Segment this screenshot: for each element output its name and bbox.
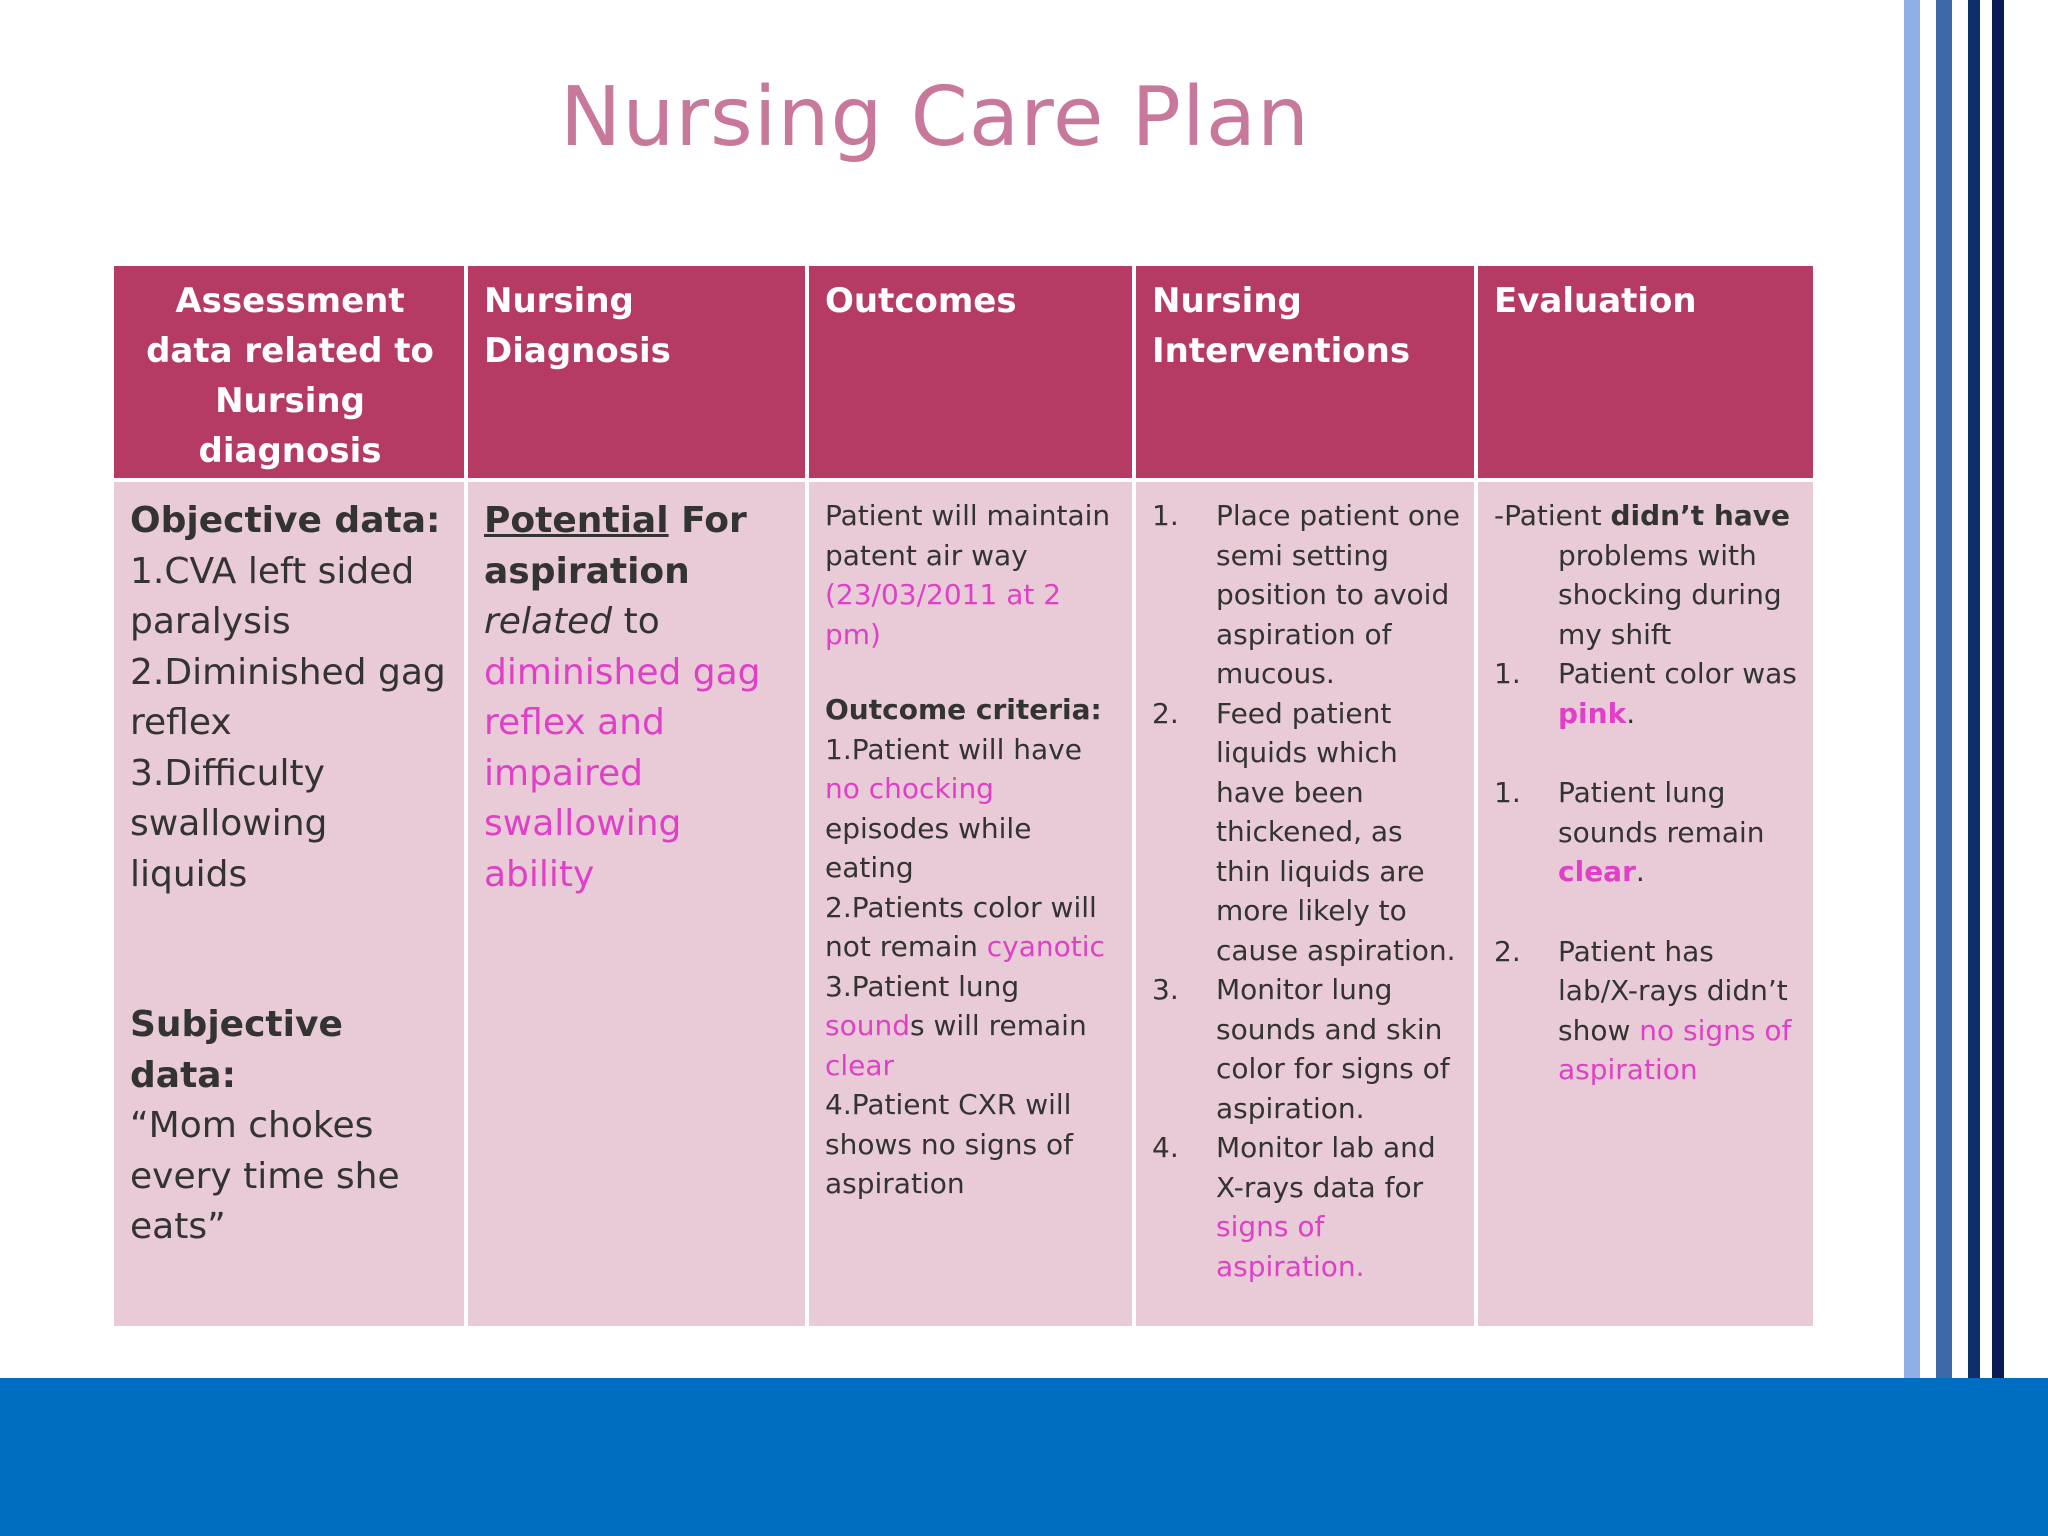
content-row (114, 482, 1813, 1326)
objective-item: 3.Difficulty swallowing liquids (130, 752, 328, 895)
outcome-goal-date: (23/03/2011 at 2 pm) (825, 578, 1062, 651)
diagnosis-cell (468, 482, 805, 1326)
care-plan-table (110, 266, 1817, 1326)
diagnosis-cause: diminished gag reflex and impaired swallowing ability (484, 651, 761, 895)
outcome-criteria-label: Outcome criteria: (825, 693, 1102, 726)
decor-stripe-dark (1968, 0, 1980, 1378)
decor-stripe-mid (1936, 0, 1952, 1378)
diagnosis-related: related (484, 601, 613, 642)
outcome-criterion-2: 2.Patients color will not remain cyanotic (825, 890, 1105, 963)
decor-stripe-navy (1992, 0, 2004, 1378)
objective-label: Objective data: (130, 500, 441, 541)
outcome-criterion-1: 1.Patient will have no chocking episodes while eating (825, 732, 1082, 884)
evaluation-intro: -Patient didn’t have (1494, 499, 1790, 532)
diagnosis-potential: Potential (484, 500, 669, 541)
subjective-label: Subjective data: (130, 1004, 343, 1096)
intervention-item: 1. Place patient one semi setting position to avoid aspiration of mucous. (1152, 499, 1460, 690)
diagnosis-to: to (612, 601, 660, 642)
intervention-item: 4. Monitor lab and X-rays data for signs of aspiration. (1152, 1131, 1436, 1283)
objective-item: 1.CVA left sided paralysis (130, 550, 415, 642)
outcomes-cell (809, 482, 1132, 1326)
footer-band (0, 1378, 2048, 1536)
intervention-item: 2. Feed patient liquids which have been thickened, as thin liquids are more likely to cause aspiration. (1152, 696, 1456, 967)
header-row (114, 266, 1813, 482)
outcome-goal: Patient will maintain patent air way (825, 499, 1111, 572)
evaluation-item: 1. Patient lung sounds remain clear. (1494, 776, 1765, 888)
outcome-criterion-4: 4.Patient CXR will shows no signs of aspiration (825, 1088, 1073, 1200)
assessment-cell (114, 482, 464, 1326)
evaluation-cell (1478, 482, 1813, 1326)
header-diagnosis: Nursing Diagnosis (468, 266, 805, 482)
evaluation-intro-rest: problems with shocking during my shift (1558, 538, 1782, 651)
objective-item: 2.Diminished gag reflex (130, 651, 446, 743)
intervention-item: 3. Monitor lung sounds and skin color for signs of aspiration. (1152, 973, 1450, 1125)
header-interventions: Nursing Interventions (1136, 266, 1474, 482)
outcome-criterion-3: 3.Patient lung sounds will remain clear (825, 969, 1087, 1082)
interventions-cell (1136, 482, 1474, 1326)
header-outcomes: Outcomes (809, 266, 1132, 482)
decor-stripe-light (1904, 0, 1920, 1378)
header-evaluation: Evaluation (1478, 266, 1813, 482)
subjective-quote: “Mom chokes every time she eats” (130, 1105, 400, 1247)
slide-title: Nursing Care Plan (560, 70, 1310, 165)
evaluation-item: 1. Patient color was pink. (1494, 657, 1797, 730)
evaluation-item: 2. Patient has lab/X-rays didn’t show no signs of aspiration (1494, 934, 1792, 1086)
header-assessment: Assessment data related to Nursing diagnosis (114, 266, 464, 482)
diagnosis-for: For aspiration (484, 500, 747, 592)
